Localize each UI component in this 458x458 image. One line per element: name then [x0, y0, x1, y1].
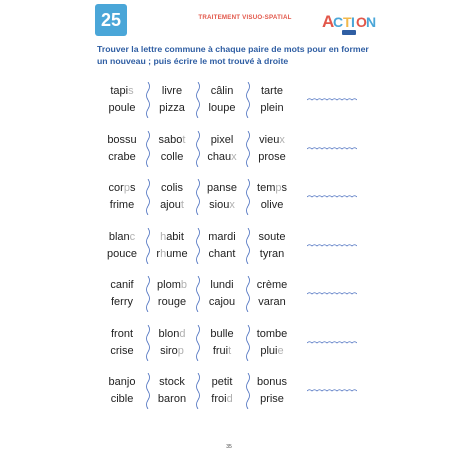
word: chaux: [207, 150, 237, 163]
word: crise: [110, 344, 134, 357]
answer-line[interactable]: [307, 96, 357, 104]
word: ajout: [160, 199, 184, 211]
word: crème: [256, 279, 288, 291]
word: froid: [211, 393, 233, 405]
svg-text:N: N: [366, 14, 377, 30]
wavy-divider: [244, 373, 252, 409]
wavy-divider: [144, 373, 152, 409]
wavy-divider: [194, 179, 202, 215]
svg-text:T: T: [343, 14, 352, 30]
word: pixel: [210, 133, 234, 146]
exercise-number-badge: [95, 4, 127, 36]
word: rhume: [156, 247, 188, 260]
word: ferry: [111, 296, 133, 308]
answer-line[interactable]: [307, 339, 357, 347]
word: canif: [110, 279, 134, 291]
word: tombe: [256, 327, 288, 340]
action-logo: [320, 7, 378, 37]
word: front: [110, 327, 133, 340]
wavy-divider: [244, 131, 252, 167]
word: pizza: [159, 102, 185, 114]
word: prise: [260, 393, 284, 405]
word: sirop: [160, 344, 184, 357]
svg-text:A: A: [322, 12, 335, 31]
word: colis: [160, 182, 183, 194]
word: varan: [258, 296, 286, 308]
wavy-divider: [244, 179, 252, 215]
answer-line[interactable]: [307, 193, 357, 201]
word: baron: [157, 393, 187, 405]
word: chant: [208, 247, 236, 260]
word: loupe: [208, 102, 236, 114]
svg-text:C: C: [333, 14, 344, 30]
word: temps: [257, 182, 287, 194]
section-title: TRAITEMENT VISUO-SPATIAL: [198, 14, 292, 21]
wavy-divider: [194, 373, 202, 409]
word: blond: [158, 327, 186, 340]
wavy-divider: [244, 276, 252, 312]
word: tarte: [260, 85, 283, 97]
wavy-divider: [194, 228, 202, 264]
word: banjo: [108, 376, 136, 388]
wavy-divider: [194, 131, 202, 167]
word: pouce: [107, 247, 137, 260]
svg-text:I: I: [351, 14, 355, 30]
word: plein: [260, 102, 284, 114]
word: mardi: [208, 230, 236, 243]
word: fruit: [212, 344, 232, 357]
word: câlin: [210, 85, 234, 97]
word: soute: [258, 230, 286, 243]
word: bossu: [107, 133, 137, 146]
wavy-divider: [244, 325, 252, 361]
word: habit: [160, 230, 184, 243]
word: blanc: [108, 230, 136, 243]
wavy-divider: [144, 228, 152, 264]
exercise-number: 25: [100, 9, 122, 30]
answer-line[interactable]: [307, 387, 357, 395]
wavy-divider: [244, 228, 252, 264]
wavy-divider: [144, 179, 152, 215]
word: corps: [108, 182, 136, 194]
word: pluie: [260, 344, 284, 357]
word: cajou: [208, 296, 236, 308]
wavy-divider: [244, 82, 252, 118]
word: olive: [260, 199, 284, 211]
word: prose: [258, 150, 286, 163]
wavy-divider: [194, 325, 202, 361]
word: panse: [207, 182, 237, 194]
wavy-divider: [144, 82, 152, 118]
word: rouge: [157, 296, 187, 308]
word: bulle: [210, 327, 234, 340]
word: tapis: [110, 85, 134, 97]
word: stock: [159, 376, 185, 388]
wavy-divider: [144, 131, 152, 167]
word: cible: [110, 393, 134, 405]
word: poule: [108, 102, 136, 114]
page-number: 35: [226, 444, 232, 450]
word: crabe: [108, 150, 136, 163]
wavy-divider: [144, 276, 152, 312]
word: lundi: [210, 279, 234, 291]
word: sioux: [209, 199, 235, 211]
word: tyran: [259, 247, 285, 260]
wavy-divider: [144, 325, 152, 361]
word: frime: [109, 199, 135, 211]
word: petit: [211, 376, 233, 388]
word: sabot: [158, 133, 186, 146]
word: colle: [160, 150, 184, 163]
word: vieux: [259, 133, 285, 146]
answer-line[interactable]: [307, 242, 357, 250]
wavy-divider: [194, 276, 202, 312]
answer-line[interactable]: [307, 145, 357, 153]
word: plomb: [157, 279, 187, 291]
word: bonus: [257, 376, 287, 388]
word: livre: [161, 85, 183, 97]
answer-line[interactable]: [307, 290, 357, 298]
wavy-divider: [194, 82, 202, 118]
svg-text:O: O: [356, 14, 367, 30]
instructions-text: Trouver la lettre commune à chaque paire de mots pour en former un nouveau ; puis écrire le mot trouvé à droite: [97, 44, 369, 66]
